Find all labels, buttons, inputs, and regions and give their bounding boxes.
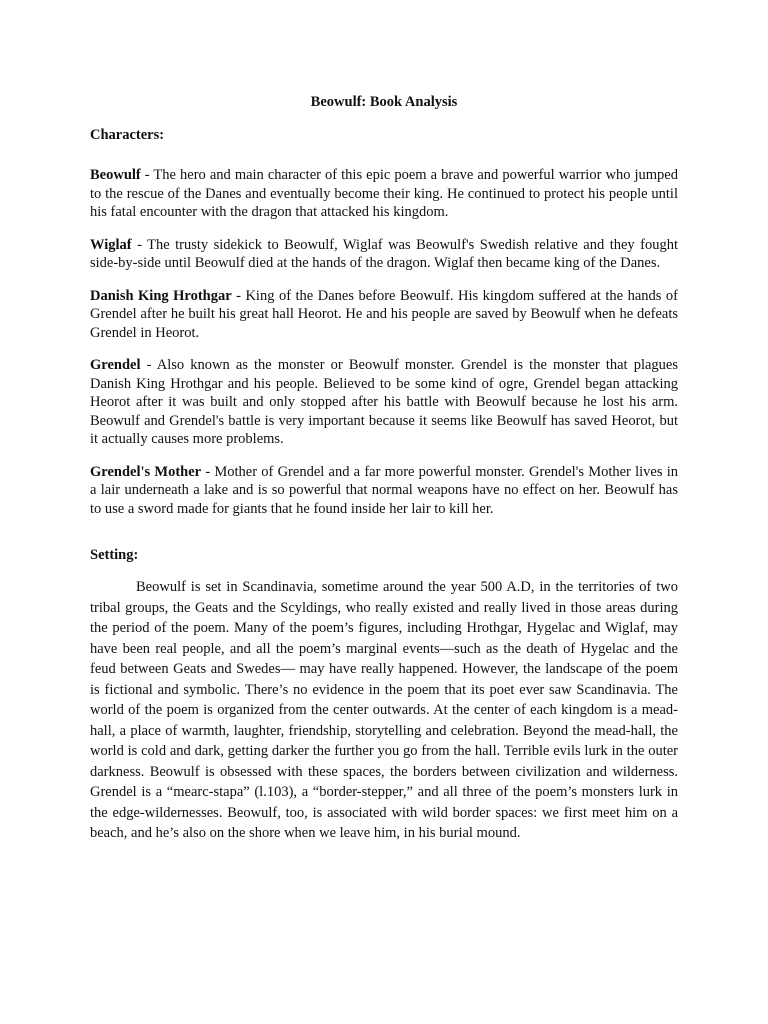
setting-paragraph: Beowulf is set in Scandinavia, sometime around the year 500 A.D, in the territories of two tribal groups, the Geats and the Scyldings, who really existed and really lived in those areas during the period of the poem. Many of the poem’s figures, including Hrothgar, Hygelac and Wiglaf, may have been real people, and all the poem’s marginal events—such as the death of Hygelac and the feud between Geats and Swedes— may have really happened. However, the landscape of the poem is fictional and symbolic. There’s no evidence in the poem that its poet ever saw Scandinavia. The world of the poem is organized from the center outwards. At the center of each kingdom is a mead-hall, a place of warmth, laughter, friendship, storytelling and celebration. Beyond the mead-hall, the world is cold and dark, getting darker the further you go from the hall. Terrible evils lurk in the outer darkness. Beowulf is obsessed with these spaces, the borders between civilization and wilderness. Grendel is a “mearc-stapa” (l.103), a “border-stepper,” and all three of the poem’s monsters lurk in the edge-wildernesses. Beowulf, too, is associated with wild border spaces: we first meet him on a beach, and he’s also on the shore when we leave him, in his burial mound. (90, 579, 678, 841)
character-description: - King of the Danes before Beowulf. His kingdom suffered at the hands of Grendel after he built his great hall Heorot. He and his people are saved by Beowulf when he defeats Grendel in Heorot. (90, 287, 678, 341)
document-title: Beowulf: Book Analysis (310, 94, 458, 110)
character-entry-wiglaf (90, 236, 678, 273)
character-name: Grendel's Mother (90, 463, 202, 480)
character-description: - Mother of Grendel and a far more powerful monster. Grendel's Mother lives in a lair underneath a lake and is so powerful that normal weapons have no effect on her. Beowulf has to use a sword made for giants that he found inside her lair to kill her. (90, 463, 678, 517)
character-entry-grendels-mother (90, 463, 678, 519)
character-entry-beowulf (90, 166, 678, 222)
character-entry-hrothgar (90, 287, 678, 343)
document-body (90, 93, 678, 844)
character-description: - The hero and main character of this epic poem a brave and powerful warrior who jumped to the rescue of the Danes and eventually become their king. He continued to protect his people until his fatal encounter with the dragon that attacked his kingdom. (90, 167, 678, 220)
character-entry-grendel (90, 356, 678, 449)
character-description: - Also known as the monster or Beowulf monster. Grendel is the monster that plagues Danish King Hrothgar and his people. Believed to be some kind of ogre, Grendel began attacking Heorot after it was built and only stopped after his battle with Beowulf because he lost his arm. Beowulf and Grendel's battle is very important because it seems like Beowulf has saved Heorot, but it actually causes more problems. (90, 357, 678, 447)
character-description: - The trusty sidekick to Beowulf, Wiglaf was Beowulf's Swedish relative and they fought side-by-side until Beowulf died at the hands of the dragon. Wiglaf then became king of the Danes. (90, 236, 678, 271)
character-name: Grendel (90, 357, 141, 373)
setting-heading: Setting: (90, 547, 139, 563)
character-name: Wiglaf (90, 236, 132, 253)
characters-heading: Characters: (90, 127, 165, 143)
character-name: Beowulf (90, 167, 141, 183)
character-name: Danish King Hrothgar (90, 287, 232, 304)
